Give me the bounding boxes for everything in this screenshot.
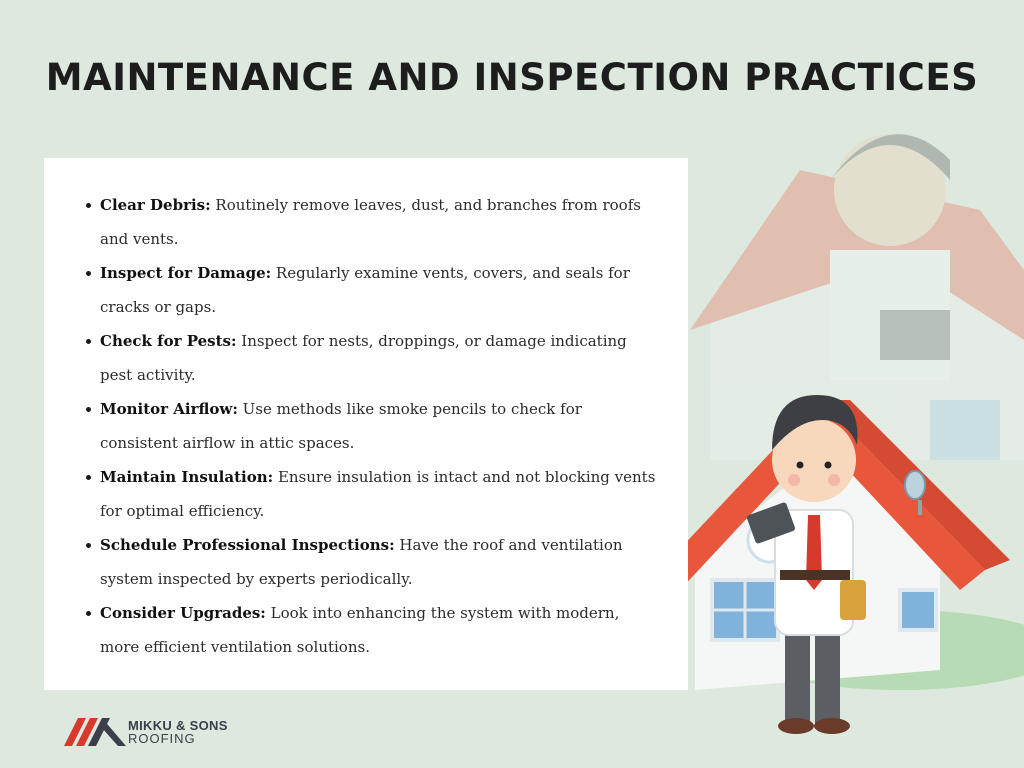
list-item — [100, 256, 660, 324]
list-item — [100, 528, 660, 596]
item-term: Inspect for Damage: — [100, 264, 272, 282]
practices-list — [100, 188, 660, 664]
item-term: Check for Pests: — [100, 332, 237, 350]
item-term: Maintain Insulation: — [100, 468, 274, 486]
logo-line-2: ROOFING — [128, 731, 196, 746]
item-text: Use methods like smoke pencils to check for consistent airflow in attic spaces. — [100, 400, 582, 452]
item-text: Ensure insulation is intact and not blocking vents for optimal efficiency. — [100, 468, 656, 520]
item-term: Clear Debris: — [100, 196, 211, 214]
list-item — [100, 460, 660, 528]
item-term: Monitor Airflow: — [100, 400, 238, 418]
list-item — [100, 188, 660, 256]
item-term: Consider Upgrades: — [100, 604, 266, 622]
brand-logo — [62, 716, 228, 748]
list-item — [100, 392, 660, 460]
item-text: Look into enhancing the system with modern, more efficient ventilation solutions. — [100, 604, 620, 656]
item-term: Schedule Professional Inspections: — [100, 536, 395, 554]
item-text: Routinely remove leaves, dust, and branches from roofs and vents. — [100, 196, 641, 248]
list-item — [100, 596, 660, 664]
list-item — [100, 324, 660, 392]
item-text: Have the roof and ventilation system inspected by experts periodically. — [100, 536, 623, 588]
logo-line-1: MIKKU & SONS — [128, 718, 228, 733]
item-text: Regularly examine vents, covers, and seals for cracks or gaps. — [100, 264, 630, 316]
page-title: MAINTENANCE AND INSPECTION PRACTICES — [45, 56, 979, 99]
content-card — [44, 158, 688, 690]
item-text: Inspect for nests, droppings, or damage indicating pest activity. — [100, 332, 627, 384]
roof-stripes-logo-icon — [62, 716, 126, 748]
